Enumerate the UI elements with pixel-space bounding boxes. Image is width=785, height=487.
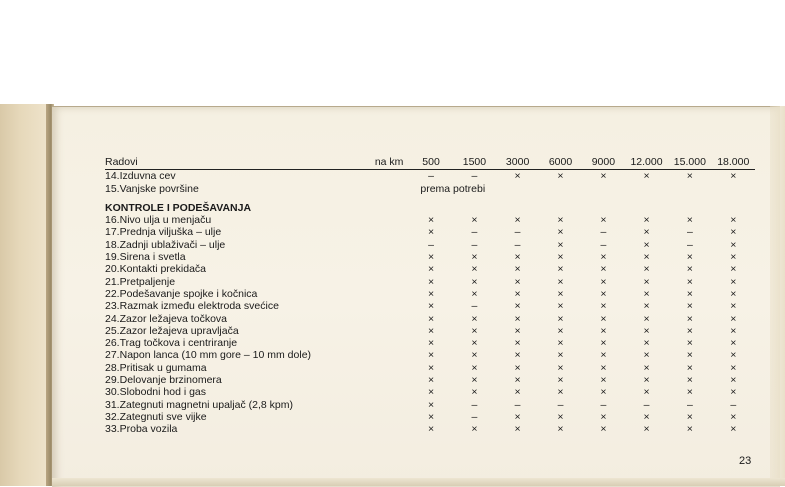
row-mark: – xyxy=(557,398,564,411)
row-mark: × xyxy=(600,423,607,436)
row-label: Zadnji ublaživači – ulje xyxy=(119,238,226,251)
row-number: 17. xyxy=(105,226,120,239)
row-mark: × xyxy=(557,263,564,276)
table-row xyxy=(105,423,755,435)
table-body-rows xyxy=(105,214,755,435)
row-mark: × xyxy=(427,386,435,399)
row-mark: × xyxy=(686,312,693,325)
column-header-interval: 12.000 xyxy=(625,156,668,170)
row-label: Zategnuti sve vijke xyxy=(119,410,207,423)
row-mark: × xyxy=(600,386,607,399)
row-label: Sirena i svetla xyxy=(119,251,186,264)
row-number: 31. xyxy=(105,398,120,411)
row-mark: × xyxy=(643,423,650,436)
row-mark: × xyxy=(514,386,521,399)
row-mark: × xyxy=(643,170,650,183)
row-mark: × xyxy=(514,423,521,436)
row-mark: × xyxy=(730,324,737,337)
row-mark: × xyxy=(600,361,607,374)
row-mark: × xyxy=(557,361,564,374)
row-mark: × xyxy=(730,238,737,251)
row-mark: × xyxy=(471,423,478,436)
row-number: 20. xyxy=(105,263,120,276)
row-mark: – xyxy=(428,238,434,251)
column-header-tasks: Radovi xyxy=(105,156,360,170)
row-label: Zazor ležajeva točkova xyxy=(119,312,227,325)
row-mark: × xyxy=(471,214,478,227)
row-mark: – xyxy=(600,226,607,239)
table-row xyxy=(105,399,755,411)
row-mark: × xyxy=(686,275,693,288)
row-mark: × xyxy=(557,226,564,239)
row-number: 23. xyxy=(105,300,120,313)
page-bottom-edge xyxy=(52,478,785,486)
column-header-interval: 18.000 xyxy=(712,156,755,170)
row-mark: × xyxy=(514,410,521,423)
row-mark: × xyxy=(471,251,478,264)
row-label: Trag točkova i centriranje xyxy=(119,337,238,350)
table-row xyxy=(105,239,755,251)
row-mark: × xyxy=(643,349,650,362)
row-mark: × xyxy=(730,251,737,264)
row-mark: × xyxy=(686,170,693,183)
row-mark: × xyxy=(686,361,693,374)
row-mark: × xyxy=(600,287,607,300)
row-mark: × xyxy=(600,263,607,276)
row-mark: × xyxy=(686,263,693,276)
row-mark: × xyxy=(643,226,650,239)
row-number: 29. xyxy=(105,374,120,387)
table-row xyxy=(105,170,755,183)
row-mark: × xyxy=(514,312,521,325)
row-mark: – xyxy=(514,398,521,411)
row-label: Razmak između elektroda svećice xyxy=(119,300,279,313)
table-body-before xyxy=(105,170,755,214)
row-mark: – xyxy=(643,398,650,411)
row-mark: × xyxy=(471,374,478,387)
table-row xyxy=(105,183,755,195)
row-mark: × xyxy=(557,337,564,350)
row-mark: × xyxy=(514,251,521,264)
table-row xyxy=(105,313,755,325)
row-mark: × xyxy=(471,312,478,325)
row-mark: × xyxy=(557,170,564,183)
row-label: Delovanje brzinomera xyxy=(119,374,222,387)
row-mark: × xyxy=(557,423,564,436)
row-mark: × xyxy=(643,251,650,264)
row-mark: × xyxy=(427,251,435,264)
row-mark: – xyxy=(514,226,521,239)
section-row xyxy=(105,195,755,214)
row-mark: × xyxy=(427,324,435,337)
row-mark: × xyxy=(427,349,435,362)
row-mark: × xyxy=(686,287,693,300)
row-mark: – xyxy=(686,398,693,411)
row-mark: × xyxy=(557,410,564,423)
row-mark: × xyxy=(730,214,737,227)
row-mark: × xyxy=(600,300,607,313)
row-label: Prednja viljuška – ulje xyxy=(119,226,222,239)
row-mark: × xyxy=(514,374,521,387)
row-mark: × xyxy=(471,287,478,300)
row-mark: × xyxy=(600,275,607,288)
row-mark: × xyxy=(471,263,478,276)
row-mark: – xyxy=(686,238,693,251)
row-mark: × xyxy=(427,398,435,411)
row-mark: × xyxy=(730,312,737,325)
row-mark: × xyxy=(557,238,564,251)
row-number: 25. xyxy=(105,324,120,337)
row-label: Zazor ležajeva upravljača xyxy=(119,324,239,337)
row-mark: × xyxy=(427,214,435,227)
row-mark: × xyxy=(730,386,737,399)
row-mark: × xyxy=(730,374,737,387)
row-mark: – xyxy=(600,238,607,251)
row-mark: × xyxy=(471,349,478,362)
row-mark: × xyxy=(557,324,564,337)
row-number: 22. xyxy=(105,287,120,300)
row-mark: × xyxy=(643,312,650,325)
row-mark: × xyxy=(730,287,737,300)
row-mark: × xyxy=(600,214,607,227)
row-mark: × xyxy=(686,349,693,362)
table-row xyxy=(105,226,755,238)
row-mark: × xyxy=(557,386,564,399)
row-mark: × xyxy=(427,374,435,387)
row-mark: × xyxy=(514,361,521,374)
row-mark: × xyxy=(427,226,435,239)
table-row xyxy=(105,214,755,226)
row-mark: × xyxy=(643,324,650,337)
row-number: 30. xyxy=(105,386,120,399)
row-mark: × xyxy=(686,324,693,337)
row-mark: × xyxy=(471,361,478,374)
row-mark: × xyxy=(686,386,693,399)
row-mark: – xyxy=(428,170,434,183)
row-mark: × xyxy=(600,251,607,264)
row-mark: × xyxy=(686,337,693,350)
table-row xyxy=(105,251,755,263)
row-mark: × xyxy=(686,374,693,387)
row-mark: × xyxy=(730,337,737,350)
row-mark: × xyxy=(730,275,737,288)
row-mark: × xyxy=(557,287,564,300)
row-mark: × xyxy=(557,275,564,288)
row-number: 14. xyxy=(105,170,120,183)
row-label: Izduvna cev xyxy=(119,170,176,183)
row-mark: × xyxy=(514,337,521,350)
row-mark: × xyxy=(643,275,650,288)
row-mark: × xyxy=(557,214,564,227)
row-mark: × xyxy=(730,361,737,374)
table-row xyxy=(105,374,755,386)
row-label: Podešavanje spojke i kočnica xyxy=(119,287,258,300)
row-mark: × xyxy=(557,300,564,313)
row-mark: × xyxy=(730,349,737,362)
left-page-edge xyxy=(0,104,50,486)
page-number: 23 xyxy=(739,455,752,467)
row-label: Kontakti prekidača xyxy=(119,263,206,276)
table-row xyxy=(105,337,755,349)
row-label: Vanjske površine xyxy=(119,182,199,195)
row-mark: × xyxy=(471,324,478,337)
row-mark: – xyxy=(600,398,607,411)
row-mark: × xyxy=(600,410,607,423)
row-label: Pritisak u gumama xyxy=(119,361,207,374)
row-mark: × xyxy=(427,312,435,325)
row-number: 18. xyxy=(105,238,120,251)
row-mark: × xyxy=(600,312,607,325)
row-mark: × xyxy=(471,337,478,350)
row-mark: – xyxy=(730,398,737,411)
row-mark: – xyxy=(471,300,478,313)
table-row xyxy=(105,362,755,374)
row-mark: × xyxy=(730,423,737,436)
row-mark: × xyxy=(471,275,478,288)
table-header-row xyxy=(105,156,755,170)
row-mark: × xyxy=(514,349,521,362)
row-mark: × xyxy=(557,251,564,264)
row-mark: × xyxy=(514,324,521,337)
table-row xyxy=(105,300,755,312)
table-row xyxy=(105,349,755,361)
row-note: prema potrebi xyxy=(420,182,486,195)
row-label: Proba vozila xyxy=(119,423,178,436)
row-label: Slobodni hod i gas xyxy=(119,386,207,399)
row-number: 28. xyxy=(105,361,120,374)
row-mark: × xyxy=(427,287,435,300)
row-mark: × xyxy=(427,337,435,350)
row-mark: × xyxy=(686,410,693,423)
row-mark: × xyxy=(427,361,435,374)
row-mark: × xyxy=(643,214,650,227)
table-row xyxy=(105,276,755,288)
table-row xyxy=(105,386,755,398)
row-label: Zategnuti magnetni upaljač (2,8 kpm) xyxy=(119,398,293,411)
column-header-unit: na km xyxy=(360,156,409,170)
column-header-interval: 6000 xyxy=(539,156,582,170)
row-mark: × xyxy=(730,300,737,313)
row-mark: × xyxy=(427,275,435,288)
column-header-interval: 1500 xyxy=(453,156,496,170)
row-number: 24. xyxy=(105,312,120,325)
row-mark: – xyxy=(471,170,478,183)
row-number: 27. xyxy=(105,349,120,362)
row-mark: × xyxy=(514,275,521,288)
row-mark: × xyxy=(600,324,607,337)
table-row xyxy=(105,263,755,275)
row-mark: × xyxy=(427,410,435,423)
row-mark: × xyxy=(643,337,650,350)
row-mark: × xyxy=(600,374,607,387)
row-mark: × xyxy=(427,423,435,436)
table-row xyxy=(105,288,755,300)
row-number: 19. xyxy=(105,251,120,264)
row-mark: × xyxy=(427,300,435,313)
row-mark: × xyxy=(643,300,650,313)
row-mark: × xyxy=(600,337,607,350)
row-label: Napon lanca (10 mm gore – 10 mm dole) xyxy=(119,349,312,362)
row-mark: – xyxy=(514,238,521,251)
row-mark: × xyxy=(686,214,693,227)
row-mark: × xyxy=(514,300,521,313)
row-mark: × xyxy=(643,410,650,423)
row-mark: – xyxy=(471,410,478,423)
row-mark: × xyxy=(686,300,693,313)
row-mark: × xyxy=(686,423,693,436)
row-mark: × xyxy=(643,287,650,300)
row-mark: × xyxy=(514,214,521,227)
row-number: 15. xyxy=(105,182,120,195)
row-mark: × xyxy=(730,263,737,276)
column-header-interval: 15.000 xyxy=(668,156,711,170)
row-mark: × xyxy=(600,170,607,183)
row-number: 21. xyxy=(105,275,120,288)
section-title: KONTROLE I PODEŠAVANJA xyxy=(105,201,252,214)
row-mark: × xyxy=(730,170,737,183)
row-number: 26. xyxy=(105,337,120,350)
row-mark: × xyxy=(557,349,564,362)
column-header-interval: 9000 xyxy=(582,156,625,170)
row-number: 16. xyxy=(105,214,120,227)
row-label: Pretpaljenje xyxy=(119,275,176,288)
column-header-interval: 500 xyxy=(409,156,452,170)
row-mark: × xyxy=(557,374,564,387)
row-mark: × xyxy=(514,263,521,276)
table-row xyxy=(105,325,755,337)
row-label: Nivo ulja u menjaču xyxy=(119,214,212,227)
row-mark: × xyxy=(643,386,650,399)
row-mark: × xyxy=(471,386,478,399)
row-mark: × xyxy=(643,374,650,387)
maintenance-table xyxy=(105,156,755,436)
row-number: 33. xyxy=(105,423,120,436)
page-right-edge xyxy=(770,106,785,486)
row-mark: – xyxy=(471,238,478,251)
column-header-interval: 3000 xyxy=(496,156,539,170)
row-mark: × xyxy=(730,226,737,239)
row-mark: × xyxy=(557,312,564,325)
row-mark: × xyxy=(730,410,737,423)
row-mark: × xyxy=(643,238,650,251)
row-number: 32. xyxy=(105,410,120,423)
row-mark: × xyxy=(643,361,650,374)
row-mark: × xyxy=(600,349,607,362)
row-mark: – xyxy=(686,226,693,239)
row-mark: × xyxy=(643,263,650,276)
row-mark: – xyxy=(471,398,478,411)
row-mark: × xyxy=(427,263,435,276)
row-mark: – xyxy=(471,226,478,239)
table-row xyxy=(105,411,755,423)
row-mark: × xyxy=(514,287,521,300)
row-mark: × xyxy=(514,170,521,183)
row-mark: × xyxy=(686,251,693,264)
